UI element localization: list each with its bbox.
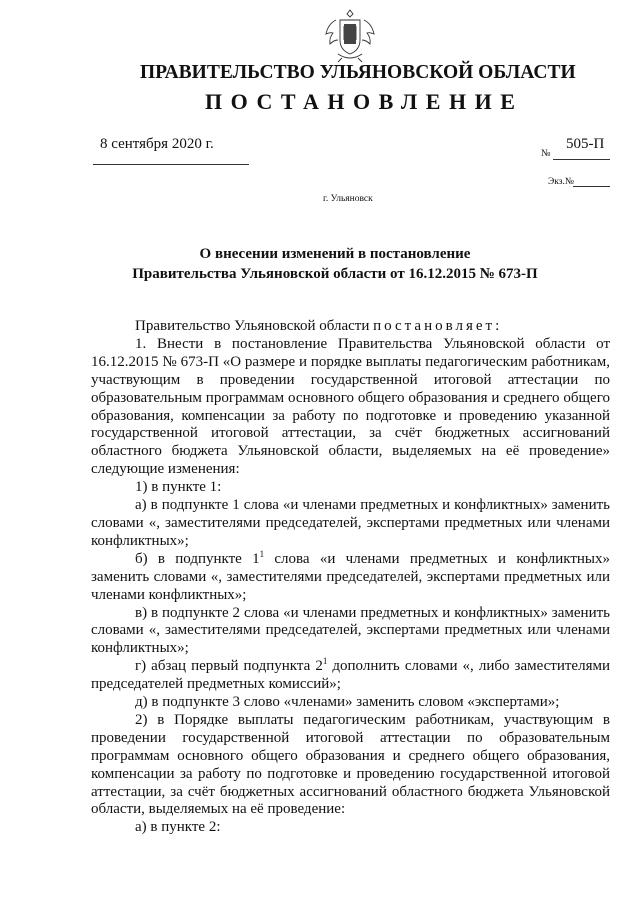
p6-text-b: дополнить словами «, либо заместителями председателей предметных комиссий»; bbox=[91, 658, 610, 693]
p4-text-a: б) в подпункте 1 bbox=[135, 550, 260, 567]
document-type: ПОСТАНОВЛЕНИЕ bbox=[205, 89, 524, 114]
subject-line-2: Правительства Ульяновской области от 16.12.2015 № 673-П bbox=[132, 266, 538, 282]
p6-text-a: г) абзац первый подпункта 2 bbox=[135, 658, 323, 675]
copy-label: Экз.№ bbox=[548, 177, 574, 187]
city: г. Ульяновск bbox=[323, 194, 373, 204]
paragraph-2: 1) в пункте 1: bbox=[135, 479, 222, 496]
org-name: ПРАВИТЕЛЬСТВО УЛЬЯНОВСКОЙ ОБЛАСТИ bbox=[140, 62, 576, 83]
copy-underline bbox=[573, 186, 610, 187]
document-date: 8 сентября 2020 г. bbox=[100, 136, 214, 152]
subject-line-1: О внесении изменений в постановление bbox=[199, 246, 471, 262]
paragraph-5: в) в подпункте 2 слова «и членами предметных и конфликтных» заменить словами «, заместителями председателей, экспертами предметных или членами конфликтных»; bbox=[91, 604, 610, 657]
p4-superscript: 1 bbox=[259, 548, 265, 559]
document-number: 505-П bbox=[566, 136, 605, 152]
coat-of-arms-icon bbox=[322, 6, 378, 64]
paragraph-3: а) в подпункте 1 слова «и членами предметных и конфликтных» заменить словами «, заместителями председателей, экспертами предметных или членами конфликтных»; bbox=[91, 497, 610, 549]
number-underline bbox=[553, 159, 610, 160]
paragraph-9: а) в пункте 2: bbox=[135, 819, 221, 836]
p4-text-b: слова «и членами предметных и конфликтных» заменить словами «, заместителями председателей, экспертами предметных или членами конфликтных»; bbox=[91, 550, 610, 603]
number-label: № bbox=[541, 148, 551, 159]
p6-superscript: 1 bbox=[322, 656, 328, 667]
paragraph-1: 1. Внести в постановление Правительства Ульяновской области от 16.12.2015 № 673-П «О размере и порядке выплаты педагогическим работникам, участвующим в проведении государственной итоговой аттестации по образовательным программам основного общего образования и среднего общего образования, компенсации за работу по подготовке и проведению указанной государственной итоговой аттестации, за счёт бюджетных ассигнований областного бюджета Ульяновской области, выделяемых на её проведение» следующие изменения: bbox=[91, 335, 610, 478]
paragraph-4 bbox=[91, 548, 610, 605]
document-subject bbox=[100, 244, 570, 284]
paragraph-7: д) в подпункте 3 слово «членами» заменить словом «экспертами»; bbox=[135, 694, 560, 711]
document-body bbox=[91, 318, 610, 837]
intro-paragraph bbox=[91, 318, 610, 336]
paragraph-8: 2) в Порядке выплаты педагогическим работникам, участвующим в проведении государственной итоговой аттестации по образовательным программам основного общего образования и среднего общего образования, компенсации за работу по подготовке и проведению государственной итоговой аттестации, за счёт бюджетных ассигнований областного бюджета Ульяновской области, выделяемых на её проведение: bbox=[91, 711, 610, 818]
intro-text: Правительство Ульяновской области bbox=[135, 318, 374, 334]
intro-colon: : bbox=[495, 318, 500, 334]
paragraph-6 bbox=[91, 658, 610, 694]
date-underline bbox=[93, 164, 249, 165]
intro-verb: постановляет bbox=[373, 318, 496, 334]
